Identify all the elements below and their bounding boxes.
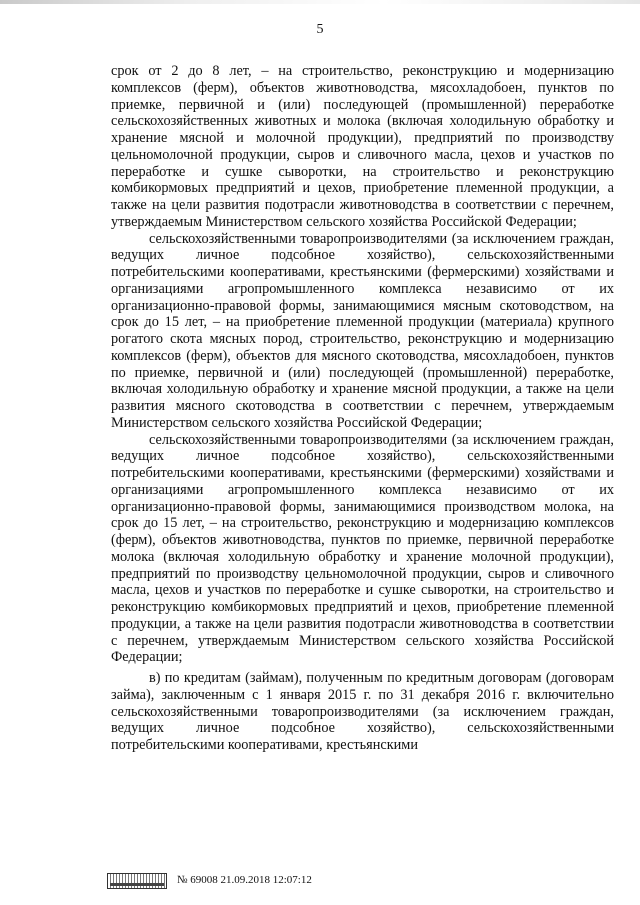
page-number: 5 — [316, 22, 324, 37]
registry-stamp-logo — [107, 873, 167, 889]
document-registration-id: № 69008 21.09.2018 12:07:12 — [177, 874, 312, 886]
document-body — [111, 63, 614, 754]
scan-top-edge — [0, 0, 640, 4]
paragraph-item-v: в) по кредитам (займам), полученным по кредитным договорам (договорам займа), заключенным с 1 января 2015 г. по 31 декабря 2016 г. включительно сельскохозяйственными товаропроизводителями (за исключением граждан, ведущих личное подсобное хозяйство), сельскохозяйственными потребительскими кооперативами, крестьянскими — [111, 670, 614, 753]
document-footer — [107, 873, 527, 893]
paragraph-continuation: срок от 2 до 8 лет, – на строительство, реконструкцию и модернизацию комплексов (ферм), объектов животноводства, мясохладобоен, пунктов по приемке, первичной и (или) последующей (промышленной) переработке сельскохозяйственных животных и молока (включая холодильную обработку и хранение мясной и молочной продукции), предприятий по производству цельномолочной продукции, сыров и сливочного масла, цехов и участков по переработке и сушке сыворотки, на строительство и реконструкцию комбикормовых предприятий и цехов, приобретение племенной продукции, а также на цели развития подотрасли животноводства в соответствии с перечнем, утверждаемым Министерством сельского хозяйства Российской Федерации; — [111, 63, 614, 230]
paragraph-meat-cattle: сельскохозяйственными товаропроизводителями (за исключением граждан, ведущих личное подсобное хозяйство), сельскохозяйственными потребительскими кооперативами, крестьянскими (фермерскими) хозяйствами и организациями агропромышленного комплекса независимо от их организационно-правовой формы, занимающимися мясным скотоводством, на срок до 15 лет, – на приобретение племенной продукции (материала) крупного рогатого скота мясных пород, строительство, реконструкцию и модернизацию комплексов (ферм), объектов для мясного скотоводства, мясохладобоен, пунктов по приемке, первичной и (или) последующей (промышленной) переработке, включая холодильную обработку и хранение мясной продукции, а также на цели развития мясного скотоводства в соответствии с перечнем, утверждаемым Министерством сельского хозяйства Российской Федерации; — [111, 230, 614, 431]
paragraph-dairy: сельскохозяйственными товаропроизводителями (за исключением граждан, ведущих личное подсобное хозяйство), сельскохозяйственными потребительскими кооперативами, крестьянскими (фермерскими) хозяйствами и организациями агропромышленного комплекса независимо от их организационно-правовой формы, занимающимися производством молока, на срок до 15 лет, – на строительство, реконструкцию и модернизацию комплексов (ферм), объектов животноводства, пунктов по приемке, первичной переработке молока (включая холодильную обработку и хранение молочной продукции), предприятий по производству цельномолочной продукции, сыров и сливочного масла, цехов и участков по переработке и сушке сыворотки, на строительство и реконструкцию комбикормовых предприятий и цехов, приобретение племенной продукции, а также на цели развития подотрасли животноводства в соответствии с перечнем, утверждаемым Министерством сельского хозяйства Российской Федерации; — [111, 431, 614, 666]
